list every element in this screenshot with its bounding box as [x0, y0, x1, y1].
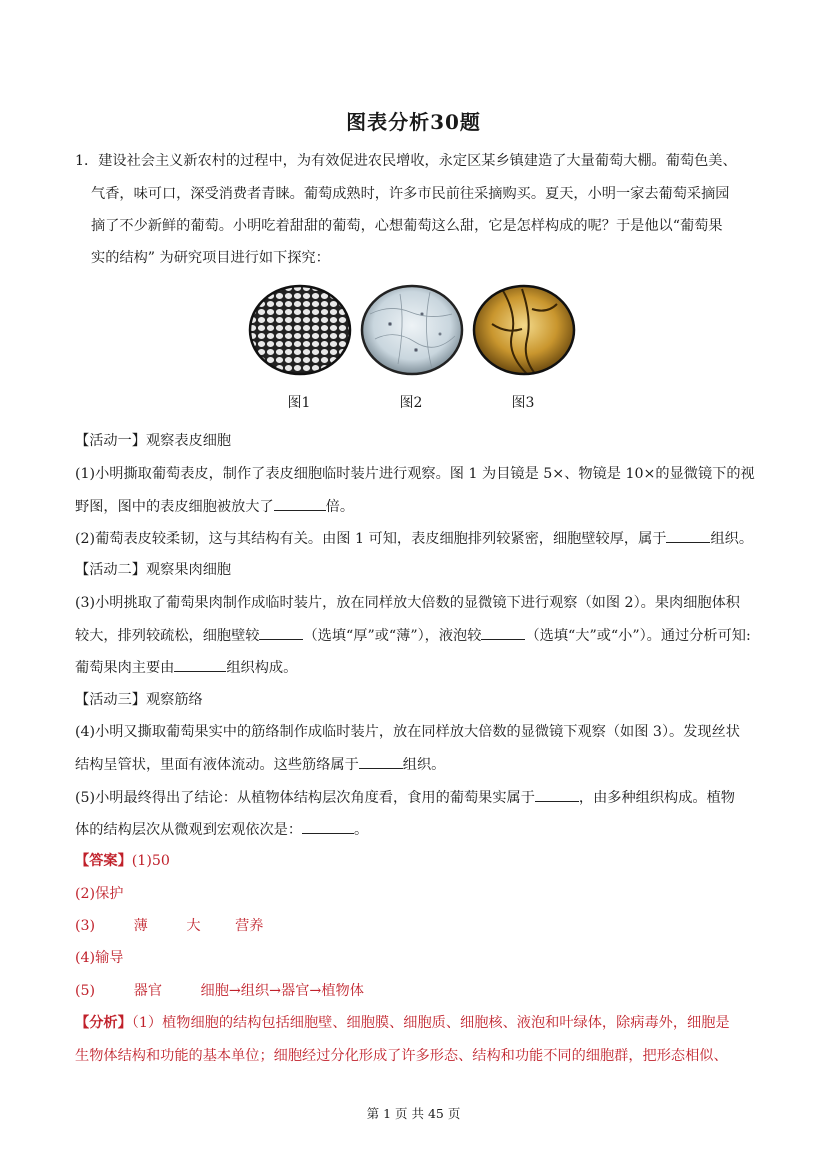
sub-question-1-line-2: 野图，图中的表皮细胞被放大了 倍。 [75, 496, 354, 517]
answer-blank [481, 625, 525, 640]
question-line-4: 实的结构” 为研究项目进行如下探究： [91, 250, 330, 266]
figure-3-vein-tissue [472, 284, 574, 374]
answer-line-5: (5) 器官 细胞→组织→器官→植物体 [75, 983, 364, 999]
answer-line-1: 【答案】(1)50 [75, 853, 170, 869]
answer-label: 【答案】 [75, 853, 132, 869]
analysis-line-1: 【分析】（1）植物细胞的结构包括细胞壁、细胞膜、细胞质、细胞核、液泡和叶绿体，除病毒外，细胞是 [75, 1015, 730, 1031]
analysis-line-2: 生物体结构和功能的基本单位；细胞经过分化形成了许多形态、结构和功能不同的细胞群，把形态相似、 [75, 1048, 728, 1064]
question-line-2: 气香，味可口，深受消费者青睐。葡萄成熟时，许多市民前往采摘购买。夏天，小明一家去葡萄采摘园 [91, 186, 730, 202]
sub-question-3-line-3: 葡萄果肉主要由 组织构成。 [75, 657, 297, 678]
activity-3-title: 【活动三】观察筋络 [75, 692, 203, 708]
activity-1-title: 【活动一】观察表皮细胞 [75, 433, 232, 449]
figure-3-caption: 图3 [511, 395, 535, 411]
page-footer: 第 1 页 共 45 页 [366, 1106, 461, 1121]
microscope-figures [248, 284, 578, 374]
answer-blank [359, 754, 403, 769]
figure-1-caption: 图1 [287, 395, 311, 411]
figure-2-caption: 图2 [399, 395, 423, 411]
analysis-label: 【分析】 [75, 1015, 132, 1031]
answer-line-3: (3) 薄 大 营养 [75, 918, 264, 934]
activity-2-title: 【活动二】观察果肉细胞 [75, 562, 232, 578]
sub-question-4-line-2: 结构呈管状，里面有液体流动。这些筋络属于 组织。 [75, 754, 445, 775]
answer-blank [302, 819, 354, 834]
sub-question-5-line-1: (5)小明最终得出了结论：从植物体结构层次角度看，食用的葡萄果实属于 ，由多种组织构成。植物 [75, 787, 735, 808]
question-line-1: 1．建设社会主义新农村的过程中，为有效促进农民增收，永定区某乡镇建造了大量葡萄大棚。葡萄色美、 [75, 153, 737, 169]
page-title: 图表分析30题 [346, 110, 481, 134]
sub-question-3-line-1: (3)小明挑取了葡萄果肉制作成临时装片，放在同样放大倍数的显微镜下进行观察（如图 2）。果肉细胞体积 [75, 595, 740, 611]
sub-question-4-line-1: (4)小明又撕取葡萄果实中的筋络制作成临时装片，放在同样放大倍数的显微镜下观察（如图 3）。发现丝状 [75, 724, 740, 740]
figure-2-pulp-cells [360, 284, 462, 374]
sub-question-5-line-2: 体的结构层次从微观到宏观依次是： 。 [75, 819, 368, 840]
answer-blank [174, 657, 226, 672]
answer-blank [274, 496, 326, 511]
sub-question-3-line-2: 较大，排列较疏松，细胞壁较 （选填“厚”或“薄”），液泡较 （选填“大”或“小”）。通过分析可知: [75, 625, 751, 646]
answer-line-2: (2)保护 [75, 886, 124, 902]
answer-blank [535, 787, 579, 802]
answer-blank [666, 528, 710, 543]
figure-1-epidermis-cells [248, 284, 350, 374]
answer-blank [259, 625, 303, 640]
sub-question-2: (2)葡萄表皮较柔韧，这与其结构有关。由图 1 可知，表皮细胞排列较紧密，细胞壁较厚，属于 组织。 [75, 528, 753, 549]
question-line-3: 摘了不少新鲜的葡萄。小明吃着甜甜的葡萄，心想葡萄这么甜，它是怎样构成的呢？于是他以“葡萄果 [91, 218, 723, 234]
answer-line-4: (4)输导 [75, 950, 124, 966]
sub-question-1-line-1: (1)小明撕取葡萄表皮，制作了表皮细胞临时装片进行观察。图 1 为目镜是 5×、物镜是 10×的显微镜下的视 [75, 466, 755, 482]
